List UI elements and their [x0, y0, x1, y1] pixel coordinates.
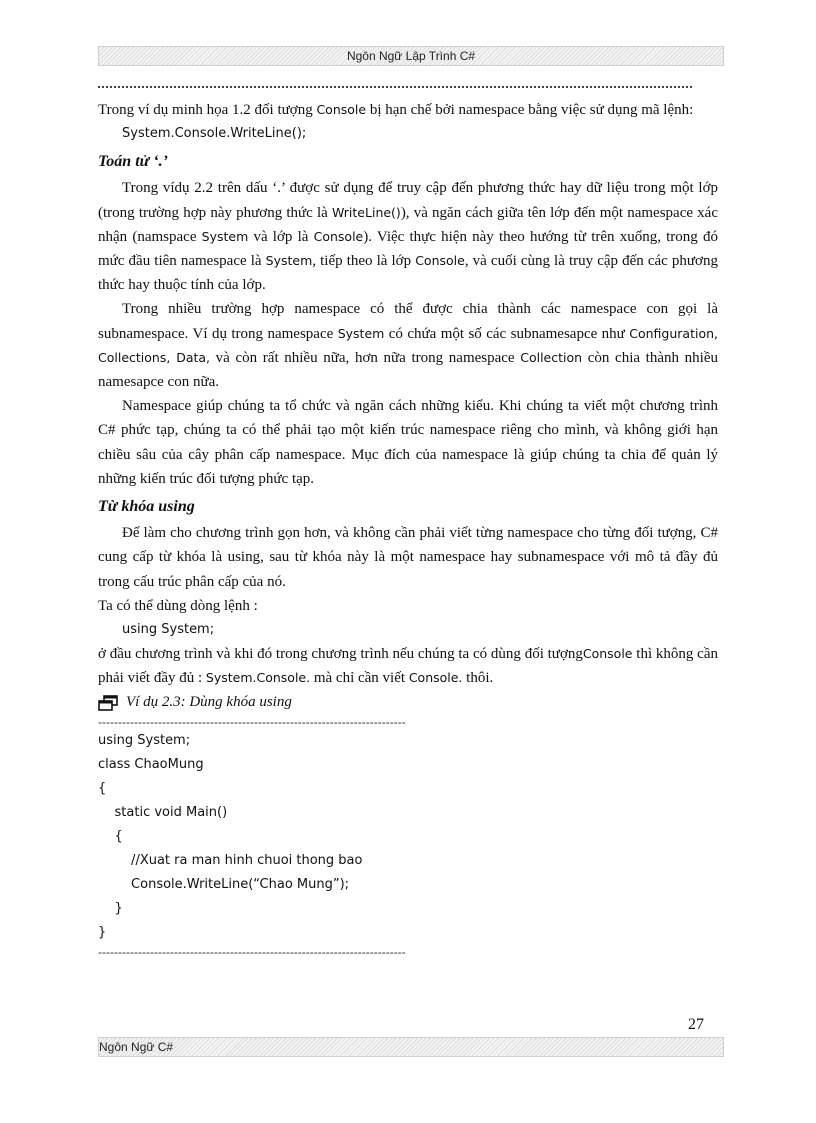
code-snippet: using System;: [122, 622, 215, 638]
code-line: static void Main(): [98, 804, 228, 820]
inline-code: Console: [582, 646, 633, 662]
text-run: Trong nhiều trường hợp namespace có thể được chia thành các namespace con gọi là subnamespace. Ví dụ trong namespace: [98, 301, 718, 342]
header-band: [98, 46, 724, 66]
inline-code: Console: [415, 253, 465, 269]
inline-code: Console: [316, 102, 367, 117]
footer-band: [98, 1037, 724, 1057]
header-divider: [98, 86, 692, 88]
text-run: , tiếp theo là lớp: [312, 253, 416, 270]
page-number: 27: [688, 1016, 704, 1033]
code-separator-top: -----------------------------------------------------------------------------: [98, 714, 406, 729]
paragraph: Ta có thể dùng dòng lệnh :: [98, 597, 258, 614]
code-line: Console.WriteLine(“Chao Mung”);: [98, 876, 350, 892]
text-run: bị hạn chế bởi namespace bằng việc sử dụng mã lệnh:: [366, 102, 694, 118]
text-run: ), và ngăn cách giữa tên lớp đến một namespace xác nhận (namspace: [98, 204, 719, 245]
inline-code: WriteLine(): [332, 204, 401, 220]
inline-code: Console.: [408, 670, 463, 686]
example-caption-row: [98, 690, 718, 714]
text-run: và còn rất nhiều nữa, hơn nữa trong namespace: [210, 349, 521, 366]
text-run: thì không cần phải viết đầy đủ :: [98, 646, 718, 687]
paragraph: Namespace giúp chúng ta tổ chức và ngăn cách những kiểu. Khi chúng ta viết một chương trình C# phức tạp, chúng ta có thể phải tạo một kiến trúc namespace riêng cho mình, và không giới hạn chiều sâu của cây phân cấp namespace. Mục đích của namespace là giúp chúng ta chia để quản lý những kiến trúc đối tượng phức tạp.: [98, 398, 718, 487]
paragraph: [98, 297, 718, 394]
text-run: mà chỉ cần viết: [310, 670, 409, 687]
code-line: //Xuat ra man hinh chuoi thong bao: [98, 852, 363, 868]
inline-code: Collection: [520, 349, 583, 365]
code-snippet: System.Console.WriteLine();: [122, 126, 307, 142]
inline-code: System.Console.: [205, 670, 311, 686]
example-icon: [98, 695, 118, 711]
code-line: {: [98, 780, 107, 796]
code-block: [98, 715, 718, 959]
inline-code: Console: [313, 228, 364, 244]
paragraph: [98, 176, 718, 297]
paragraph: [98, 642, 718, 690]
inline-code: System: [337, 325, 385, 341]
section-heading-dot-operator: Toán tử ‘.’: [98, 153, 168, 171]
paragraph: Để làm cho chương trình gọn hơn, và không cần phải viết từng namespace cho từng đối tượng, C# cung cấp từ khóa là using, sau từ khóa này là một namespace hay subnamespace với mô tả đầy đủ trong cấu trúc phân cấp của nó.: [98, 525, 718, 590]
text-run: ở đầu chương trình và khi đó trong chương trình nếu chúng ta có dùng đối tượng: [98, 646, 583, 663]
text-run: và lớp là: [248, 228, 314, 245]
text-run: , và cuối cùng là truy cập đến các phương thức hay thuộc tính của lớp.: [98, 253, 718, 294]
text-run: Trong vídụ 2.2 trên dấu ‘.’ được sử dụng để truy cập đến phương thức hay dữ liệu trong một lớp (trong trường hợp này phương thức là: [98, 180, 718, 221]
text-run: Trong ví dụ minh họa 1.2 đối tượng: [98, 102, 317, 118]
footer-label: Ngôn Ngữ C#: [99, 1040, 174, 1054]
code-separator-bottom: -----------------------------------------------------------------------------: [98, 944, 406, 959]
code-lines: [98, 729, 718, 945]
code-line: }: [98, 900, 123, 916]
inline-code: System: [201, 228, 249, 244]
code-line: using System;: [98, 732, 191, 748]
intro-paragraph: [98, 98, 718, 122]
inline-code: Configuration, Collections, Data,: [98, 325, 718, 365]
inline-code: System: [265, 253, 313, 269]
text-run: còn chia thành nhiều namesapce con nữa.: [98, 349, 718, 391]
code-line: {: [98, 828, 123, 844]
text-run: có chứa một số các subnamesapce như: [384, 325, 630, 342]
code-line: }: [98, 924, 107, 940]
page-content: [98, 98, 718, 959]
code-line: class ChaoMung: [98, 756, 204, 772]
header-title: Ngôn Ngữ Lập Trình C#: [346, 49, 476, 63]
text-run: thôi.: [462, 670, 494, 687]
example-caption: Ví dụ 2.3: Dùng khóa using: [126, 694, 292, 711]
text-run: ). Việc thực hiện này theo hướng từ trên xuống, trong đó mức đầu tiên namespace là: [98, 228, 718, 270]
section-heading-using: Từ khóa using: [98, 498, 195, 516]
